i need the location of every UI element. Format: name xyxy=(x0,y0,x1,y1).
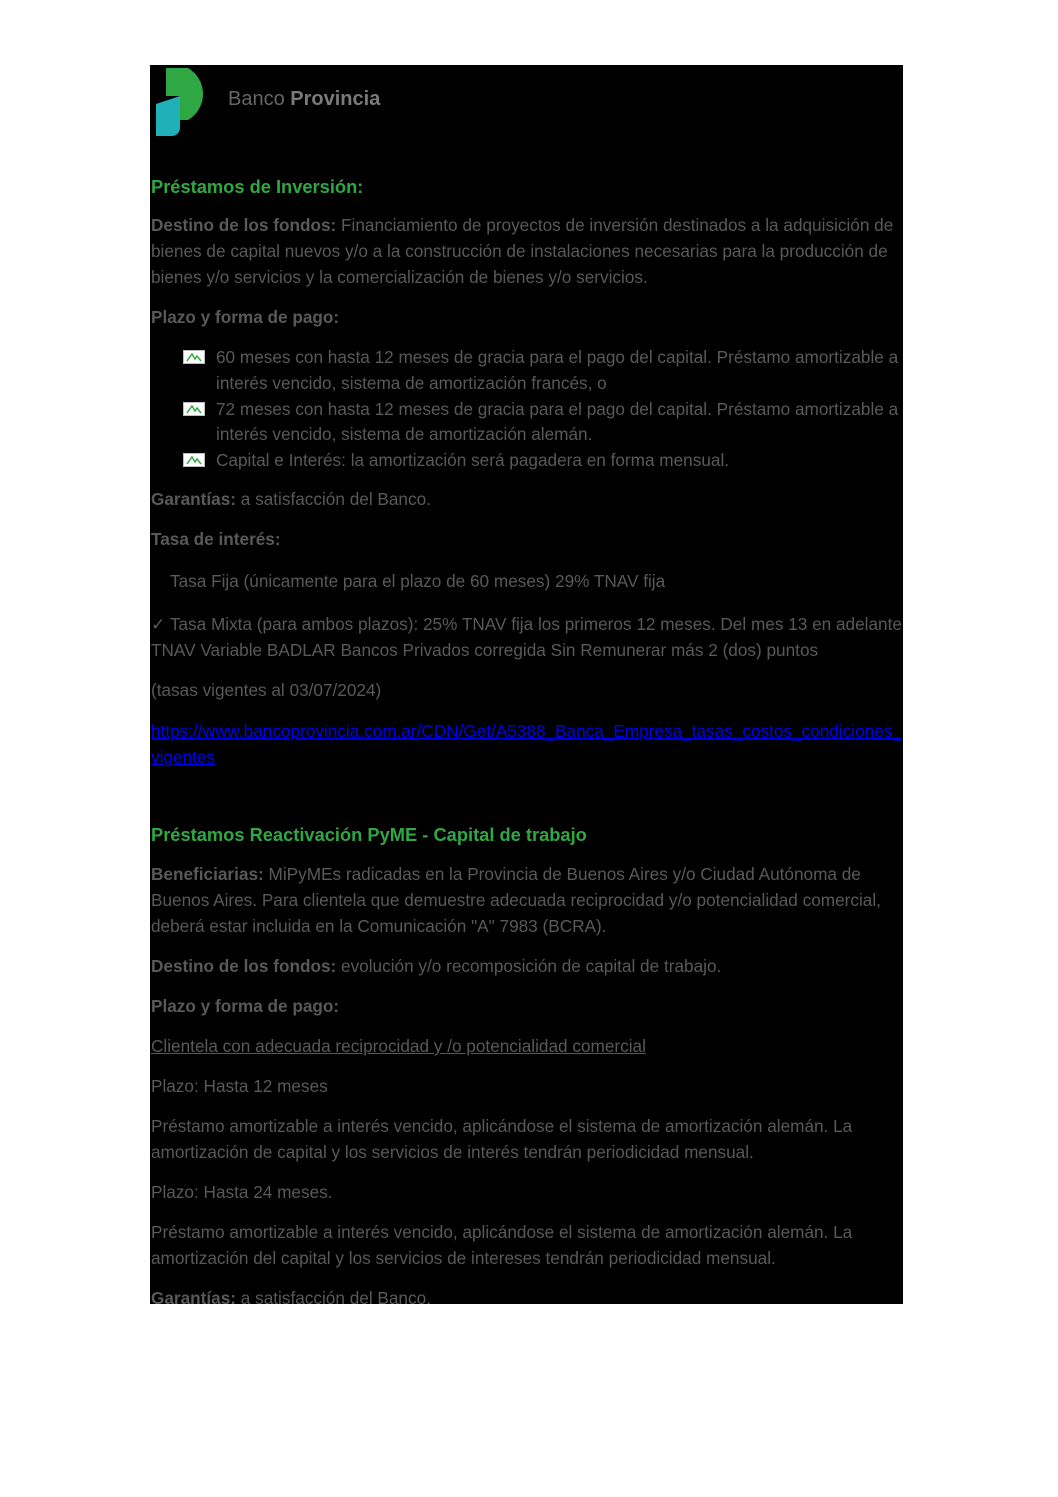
bullet-text: Capital e Interés: la amortización será pagadera en forma mensual. xyxy=(216,450,730,471)
tasa-label-text: Tasa de interés: xyxy=(151,529,281,549)
section2-title: Préstamos Reactivación PyME - Capital de trabajo xyxy=(151,824,587,845)
document-page xyxy=(150,65,903,1304)
destino2-label: Destino de los fondos: xyxy=(151,956,337,976)
tasa-mixta: ✓ Tasa Mixta (para ambos plazos): 25% TNAV fija los primeros 12 meses. Del mes 13 en adelante TNAV Variable BADLAR Bancos Privados corregida Sin Remunerar más 2 (dos) puntos xyxy=(151,614,902,660)
section2-destino xyxy=(151,954,902,980)
destino-text: Financiamiento de proyectos de inversión destinados a la adquisición de bienes de capital nuevos y/o a la construcción de instalaciones necesarias para la producción de bienes y/o servicios y la comercialización de bienes y/o servicios. xyxy=(151,215,894,287)
list-item xyxy=(151,448,902,474)
plazo-12: Plazo: Hasta 12 meses xyxy=(151,1076,328,1096)
beneficiarias-text: MiPyMEs radicadas en la Provincia de Buenos Aires y/o Ciudad Autónoma de Buenos Aires. Para clientela que demuestre adecuada reciprocidad y/o potencialidad comercial, deberá estar incluida en la Comunicación "A" 7983 (BCRA). xyxy=(151,864,881,936)
brand-bold: Provincia xyxy=(290,88,381,110)
section1-destino xyxy=(151,213,902,290)
list-item xyxy=(151,345,902,397)
bullet-text: 72 meses con hasta 12 meses de gracia para el pago del capital. Préstamo amortizable a interés vencido, sistema de amortización alemán. xyxy=(216,398,899,445)
tasa-fija: Tasa Fija (únicamente para el plazo de 60 meses) 29% TNAV fija xyxy=(170,571,666,591)
bullet-image-icon xyxy=(183,402,205,416)
garantias-label: Garantías: xyxy=(151,489,237,509)
destino2-text: evolución y/o recomposición de capital de trabajo. xyxy=(336,956,722,976)
section2-garantias xyxy=(151,1286,902,1304)
bullet-image-icon xyxy=(183,350,205,364)
section2-plazo-label xyxy=(151,994,902,1020)
clientela-heading: Clientela con adecuada reciprocidad y /o potencialidad comercial xyxy=(151,1036,646,1056)
destino-label: Destino de los fondos: xyxy=(151,215,337,235)
garantias2-text: a satisfacción del Banco. xyxy=(236,1288,431,1304)
section2-beneficiarias xyxy=(151,862,902,939)
bullet-image-icon xyxy=(183,453,205,467)
banco-provincia-logo xyxy=(152,68,218,136)
plazo-label: Plazo y forma de pago: xyxy=(151,307,340,327)
garantias2-label: Garantías: xyxy=(151,1288,237,1304)
tasas-vigencia: (tasas vigentes al 03/07/2024) xyxy=(151,680,382,700)
plazo-bullet-list xyxy=(151,345,902,474)
tasas-link-wrap xyxy=(151,719,902,771)
garantias-text: a satisfacción del Banco. xyxy=(236,489,431,509)
beneficiarias-label: Beneficiarias: xyxy=(151,864,264,884)
plazo2-label: Plazo y forma de pago: xyxy=(151,996,340,1016)
section1-title: Préstamos de Inversión: xyxy=(151,176,364,197)
desc-24: Préstamo amortizable a interés vencido, aplicándose el sistema de amortización alemán. La amortización del capital y los servicios de intereses tendrán periodicidad mensual. xyxy=(151,1222,853,1268)
section1-plazo-label xyxy=(151,305,902,331)
tasa-label xyxy=(151,527,902,553)
desc-12: Préstamo amortizable a interés vencido, aplicándose el sistema de amortización alemán. La amortización de capital y los servicios de interés tendrán periodicidad mensual. xyxy=(151,1116,853,1162)
list-item xyxy=(151,397,902,449)
tasas-link[interactable]: https://www.bancoprovincia.com.ar/CDN/Get/A5388_Banca_Empresa_tasas_costos_condiciones_vigentes xyxy=(151,721,902,767)
bullet-text: 60 meses con hasta 12 meses de gracia para el pago del capital. Préstamo amortizable a interés vencido, sistema de amortización francés, o xyxy=(216,347,899,393)
brand-name xyxy=(228,88,380,111)
section1-garantias xyxy=(151,487,902,513)
plazo-24: Plazo: Hasta 24 meses. xyxy=(151,1182,333,1202)
brand-light: Banco xyxy=(228,88,285,110)
